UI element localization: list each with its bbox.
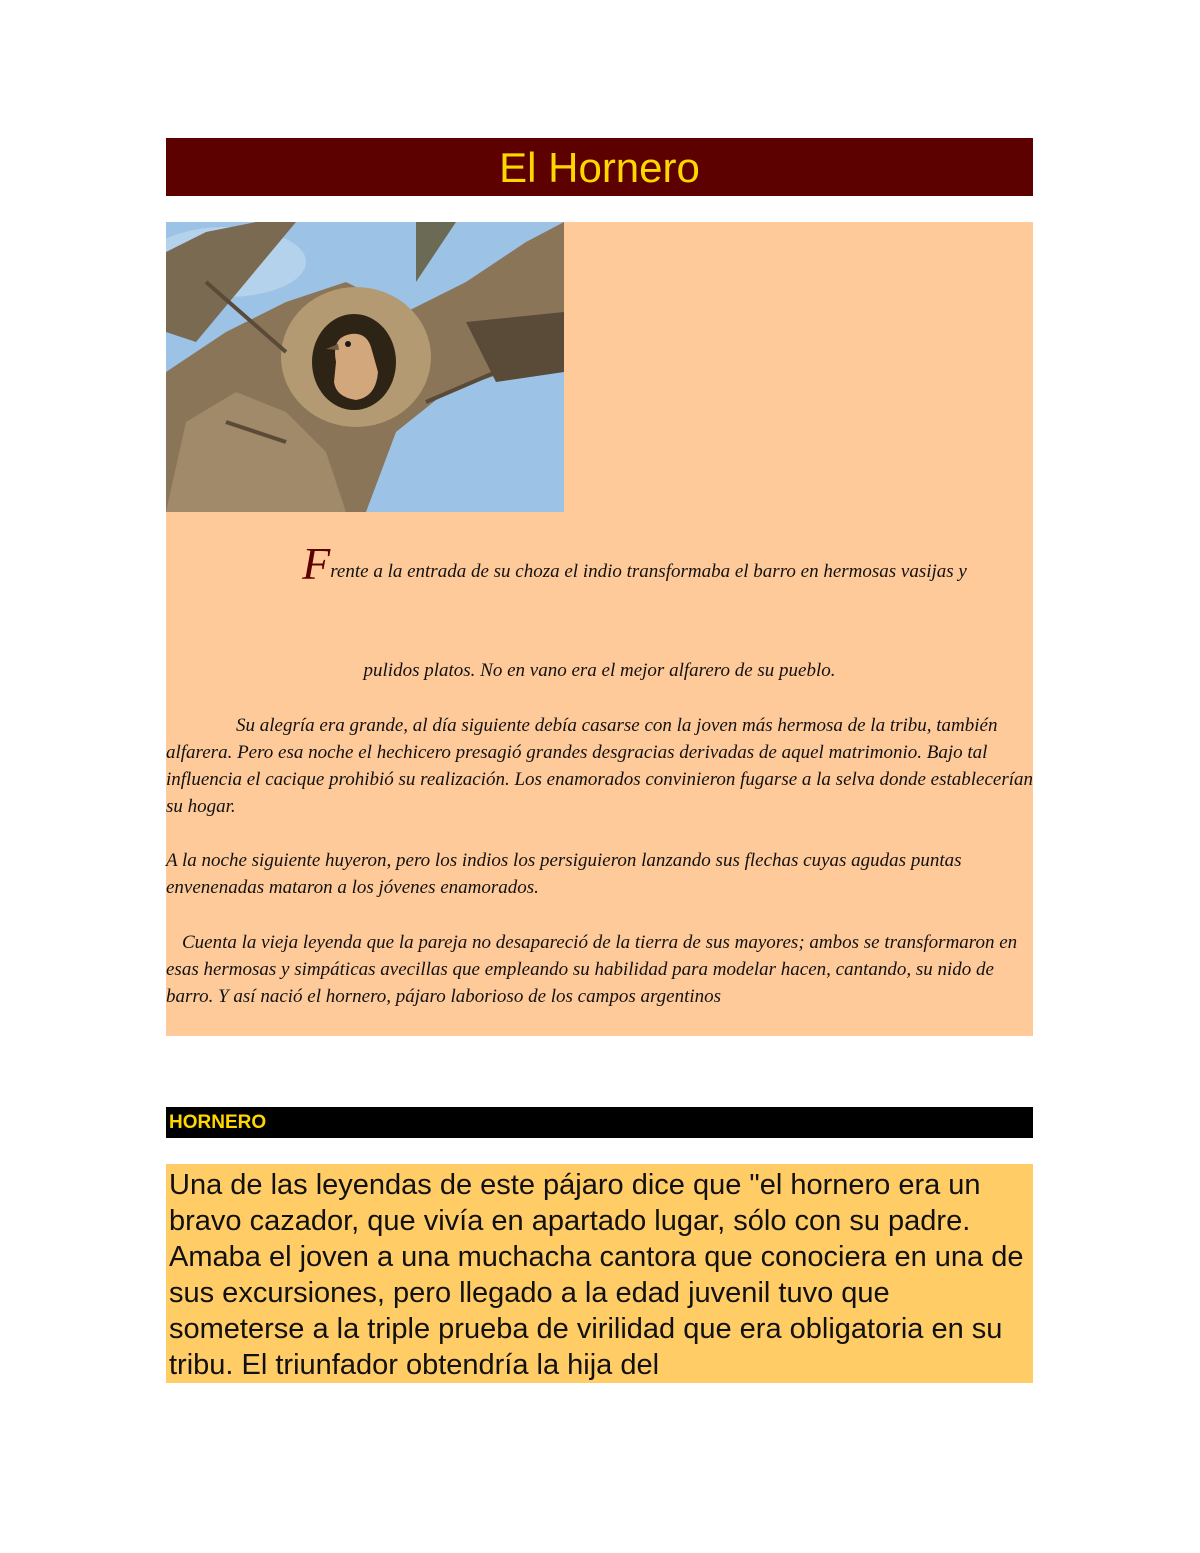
story-paragraph-3: Su alegría era grande, al día siguiente debía casarse con la joven más hermosa de la tribu, también alfarera. Pero esa noche el hechicero presagió grandes desgracias derivadas de aquel matrimonio. Bajo tal influencia el cacique prohibió su realización. Los enamorados convinieron fugarse a la selva donde establecerían su hogar.	[166, 715, 1034, 817]
story-paragraph-1	[166, 538, 1033, 589]
story-paragraph-5: Cuenta la vieja leyenda que la pareja no desapareció de la tierra de sus mayores; ambos se transformaron en esas hermosas y simpáticas avecillas que empleando su habilidad para modelar hacen, cantando, su nido de barro. Y así nació el hornero, pájaro laborioso de los campos argentinos	[166, 932, 1018, 1007]
hornero-photo	[166, 222, 564, 512]
section-heading: HORNERO	[166, 1107, 1033, 1138]
legend-text: Una de las leyendas de este pájaro dice que "el hornero era un bravo cazador, que vivía en apartado lugar, sólo con su padre. Amaba el joven a una muchacha cantora que conociera en una de sus excursiones, pero llegado a la edad juvenil tuvo que someterse a la triple prueba de virilidad que era obligatoria en su tribu. El triunfador obtendría la hija del	[169, 1169, 1024, 1381]
page-title: El Hornero	[166, 138, 1033, 196]
story-paragraph-2: pulidos platos. No en vano era el mejor alfarero de su pueblo.	[363, 660, 836, 681]
drop-cap: F	[302, 538, 331, 589]
story-paragraph-4: A la noche siguiente huyeron, pero los indios los persiguieron lanzando sus flechas cuyas agudas puntas envenenadas mataron a los jóvenes enamorados.	[166, 850, 962, 898]
legend-box	[166, 1164, 1033, 1383]
story-paragraph-1-text: rente a la entrada de su choza el indio transformaba el barro en hermosas vasijas y	[330, 561, 967, 582]
story-panel	[166, 222, 1033, 1036]
